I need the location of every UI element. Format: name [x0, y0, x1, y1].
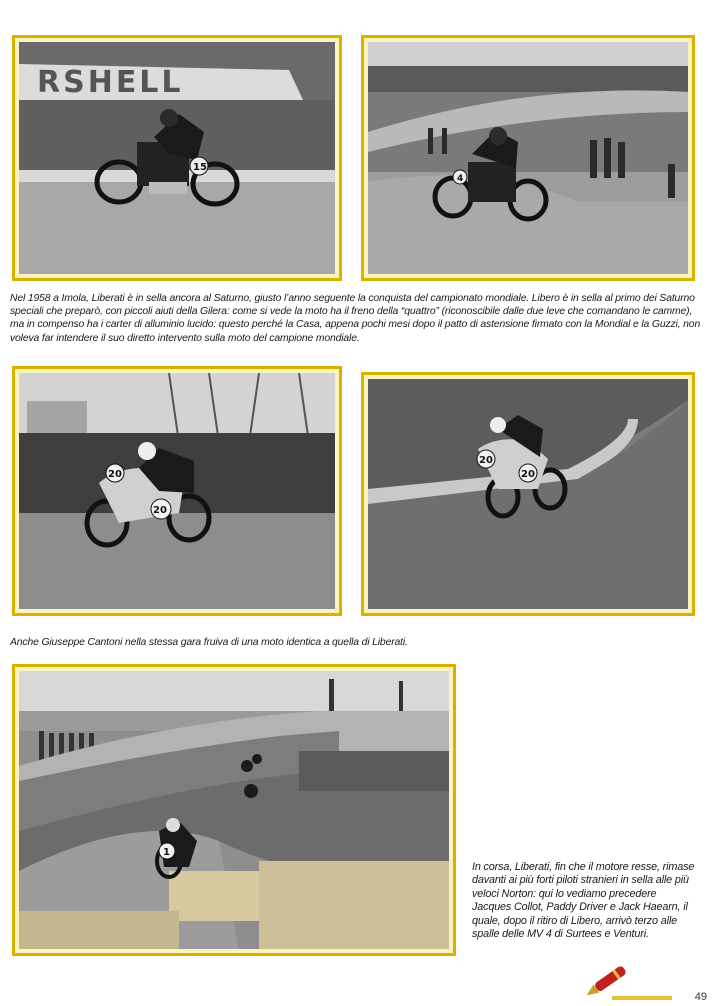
photo-imola-liberati-2 [368, 42, 688, 274]
photo-cantoni-2 [368, 379, 688, 609]
photo-4-image [368, 379, 688, 609]
caption-middle [10, 636, 510, 649]
caption-bottom-text: In corsa, Liberati, fin che il motore resse, rimase davanti ai più forti piloti stranieri in sella alle più veloci Norton: qui lo vediamo precedere Jacques Collot, Paddy Driver e Jack Haearn, il quale, dopo il ritiro di Libero, arrivò terzo alle spalle delle MV 4 di Surtees e Venturi. [472, 861, 695, 941]
photo-frame-2 [361, 35, 695, 281]
race-number-p4b: 20 [521, 469, 535, 480]
photo-frame-1 [12, 35, 342, 281]
photo-cantoni-1 [19, 373, 335, 609]
caption-top-text: Nel 1958 a Imola, Liberati è in sella ancora al Saturno, giusto l’anno seguente la conquista del campionato mondiale. Libero è in sella al primo dei Saturno speciali che preparò, con piccoli aiuti della Gilera: come si vede la moto ha il freno della “quattro” (riconoscibile dalle due leve che comandano le camme), ma in compenso ha i carter di alluminio lucido: questo perché la Casa, appena pochi mesi dopo il patto di astensione firmato con la Mondial e la Guzzi, non voleva far intendere il suo diretto intervento sulla moto del campione mondiale. [10, 293, 701, 344]
photo-frame-5 [12, 664, 456, 956]
race-number-p4a: 20 [479, 455, 493, 466]
photo-5-image [19, 671, 449, 949]
photo-3-image [19, 373, 335, 609]
photo-race-group [19, 671, 449, 949]
race-number-p5: 1 [163, 847, 170, 858]
photo-imola-liberati-1 [19, 42, 335, 274]
caption-middle-text: Anche Giuseppe Cantoni nella stessa gara fruiva di una moto identica a quella di Liberati. [10, 637, 408, 648]
race-number-p3a: 20 [108, 469, 122, 480]
page-number-bar [612, 996, 672, 1000]
photo-frame-4 [361, 372, 695, 616]
photo-2-image [368, 42, 688, 274]
race-number-p3b: 20 [153, 505, 167, 516]
page-number: 49 [694, 991, 707, 1003]
sign-text: RSHELL [37, 65, 184, 100]
race-number-p1: 15 [193, 162, 207, 173]
race-number-p2: 4 [457, 174, 464, 184]
photo-frame-3 [12, 366, 342, 616]
caption-bottom [472, 861, 697, 941]
photo-1-image [19, 42, 335, 274]
caption-top [10, 292, 705, 345]
